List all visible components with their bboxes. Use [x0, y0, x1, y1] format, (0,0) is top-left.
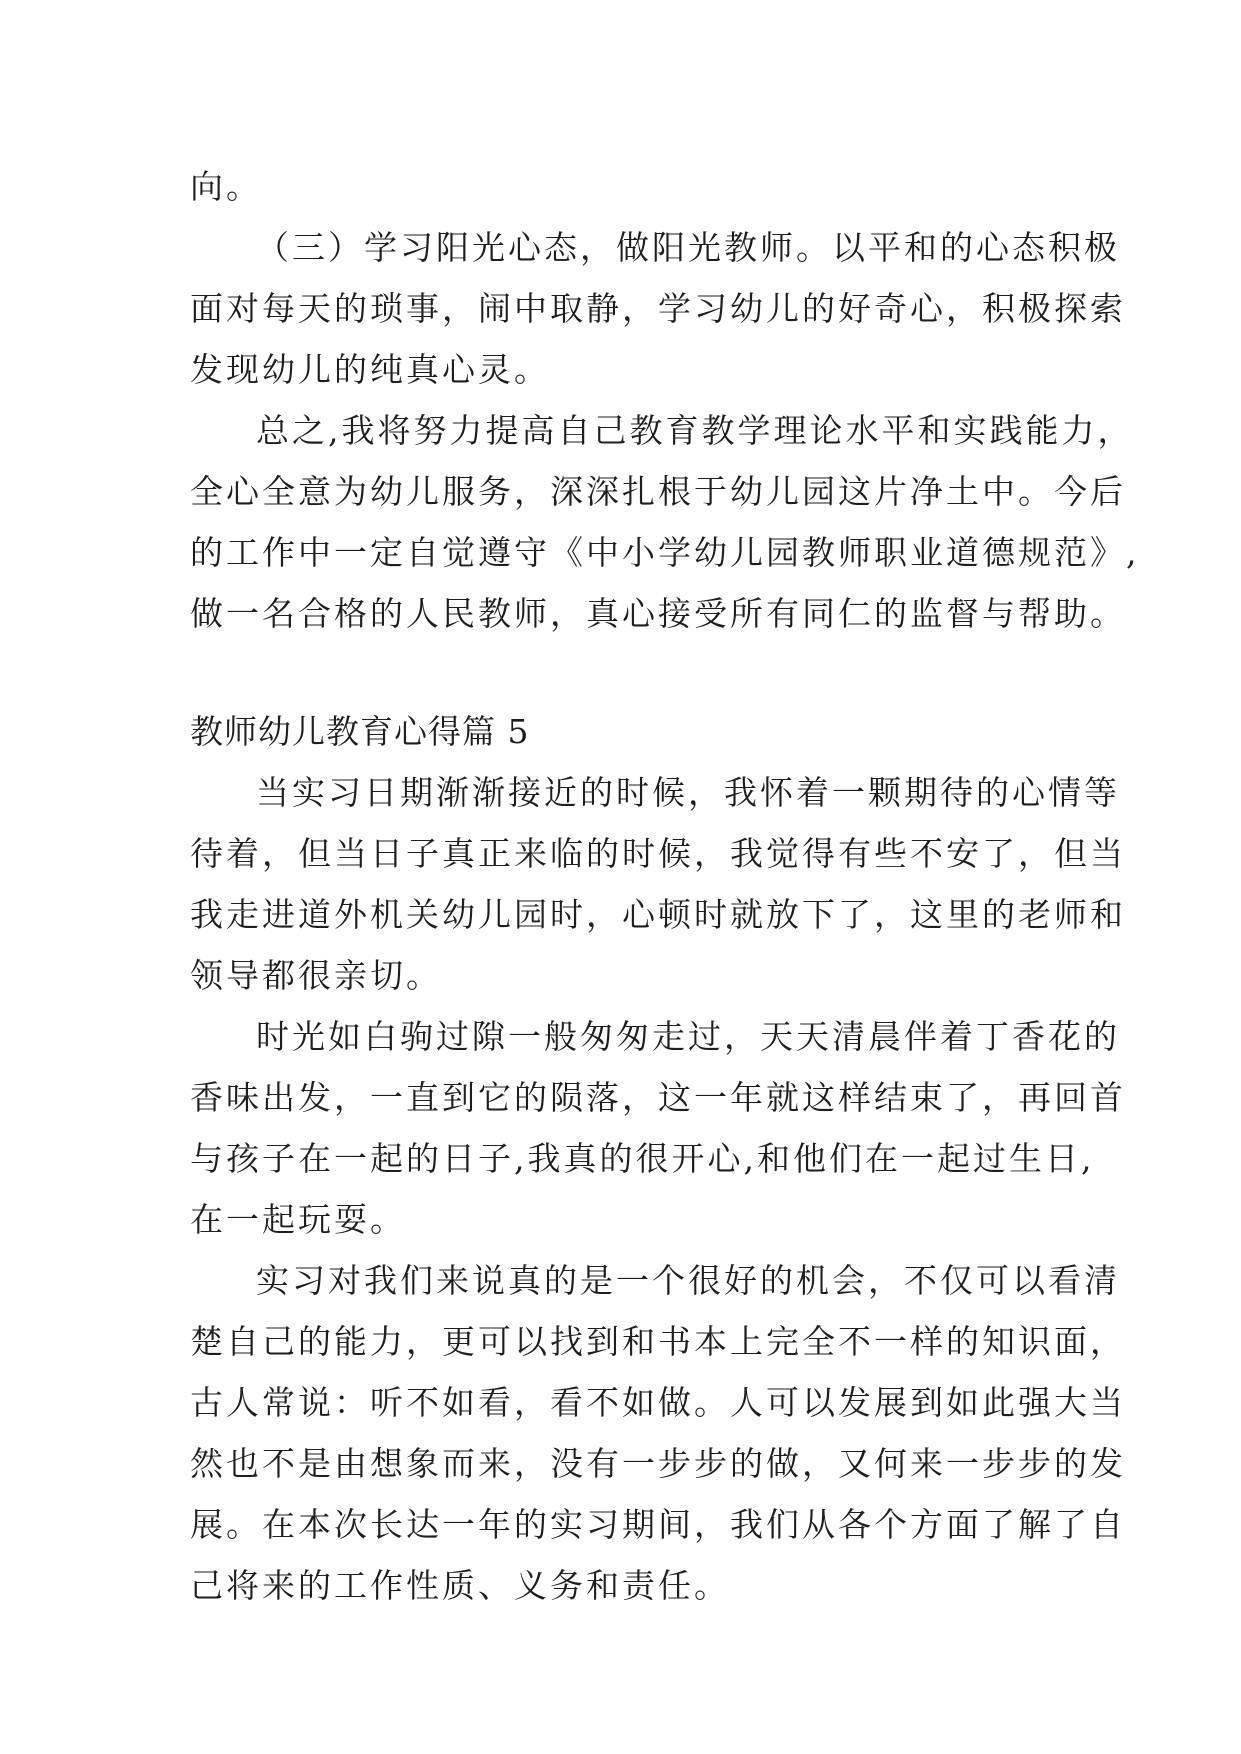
- paragraph-line: 与孩子在一起的日子,我真的很开心,和他们在一起过生日,: [190, 1139, 1095, 1178]
- section-heading: [190, 701, 1070, 762]
- paragraph-line: 领导都很亲切。: [190, 956, 442, 995]
- paragraph-line: 全心全意为幼儿服务，深深扎根于幼儿园这片净土中。今后: [190, 472, 1126, 511]
- paragraph: [190, 1250, 1126, 1616]
- paragraph-line: 向。: [190, 167, 262, 206]
- paragraph-line: 做一名合格的人民教师，真心接受所有同仁的监督与帮助。: [190, 594, 1126, 633]
- section-gap: [190, 644, 1070, 701]
- paragraph-line: 发现幼儿的纯真心灵。: [190, 350, 550, 389]
- paragraph-line: 时光如白驹过隙一般匆匆走过，天天清晨伴着丁香花的: [256, 1017, 1120, 1056]
- paragraph-line: （三）学习阳光心态，做阳光教师。以平和的心态积极: [256, 228, 1120, 267]
- paragraph-line: 我走进道外机关幼儿园时，心顿时就放下了，这里的老师和: [190, 895, 1126, 934]
- heading-text: 教师幼儿教育心得篇 5: [190, 712, 530, 751]
- paragraph-line: 实习对我们来说真的是一个很好的机会，不仅可以看清: [256, 1261, 1120, 1300]
- paragraph-line: 然也不是由想象而来，没有一步步的做，又何来一步步的发: [190, 1444, 1126, 1483]
- paragraph: [190, 400, 1140, 644]
- paragraph-line: 在一起玩耍。: [190, 1200, 406, 1239]
- paragraph-line: 展。在本次长达一年的实习期间，我们从各个方面了解了自: [190, 1505, 1126, 1544]
- paragraph: [190, 1006, 1126, 1250]
- paragraph: [190, 156, 1070, 217]
- paragraph-line: 面对每天的琐事，闹中取静，学习幼儿的好奇心，积极探索: [190, 289, 1126, 328]
- paragraph-line: 的工作中一定自觉遵守《中小学幼儿园教师职业道德规范》,: [190, 533, 1140, 572]
- paragraph-line: 己将来的工作性质、义务和责任。: [190, 1566, 730, 1605]
- paragraph-line: 当实习日期渐渐接近的时候，我怀着一颗期待的心情等: [256, 773, 1120, 812]
- document-body: [190, 156, 1140, 1616]
- paragraph-line: 楚自己的能力，更可以找到和书本上完全不一样的知识面，: [190, 1322, 1126, 1361]
- paragraph-line: 香味出发，一直到它的陨落，这一年就这样结束了，再回首: [190, 1078, 1126, 1117]
- paragraph-line: 古人常说：听不如看，看不如做。人可以发展到如此强大当: [190, 1383, 1126, 1422]
- paragraph: [190, 762, 1126, 1006]
- paragraph-line: 总之,我将努力提高自己教育教学理论水平和实践能力，: [256, 411, 1134, 450]
- paragraph-line: 待着，但当日子真正来临的时候，我觉得有些不安了，但当: [190, 834, 1126, 873]
- paragraph: [190, 217, 1126, 400]
